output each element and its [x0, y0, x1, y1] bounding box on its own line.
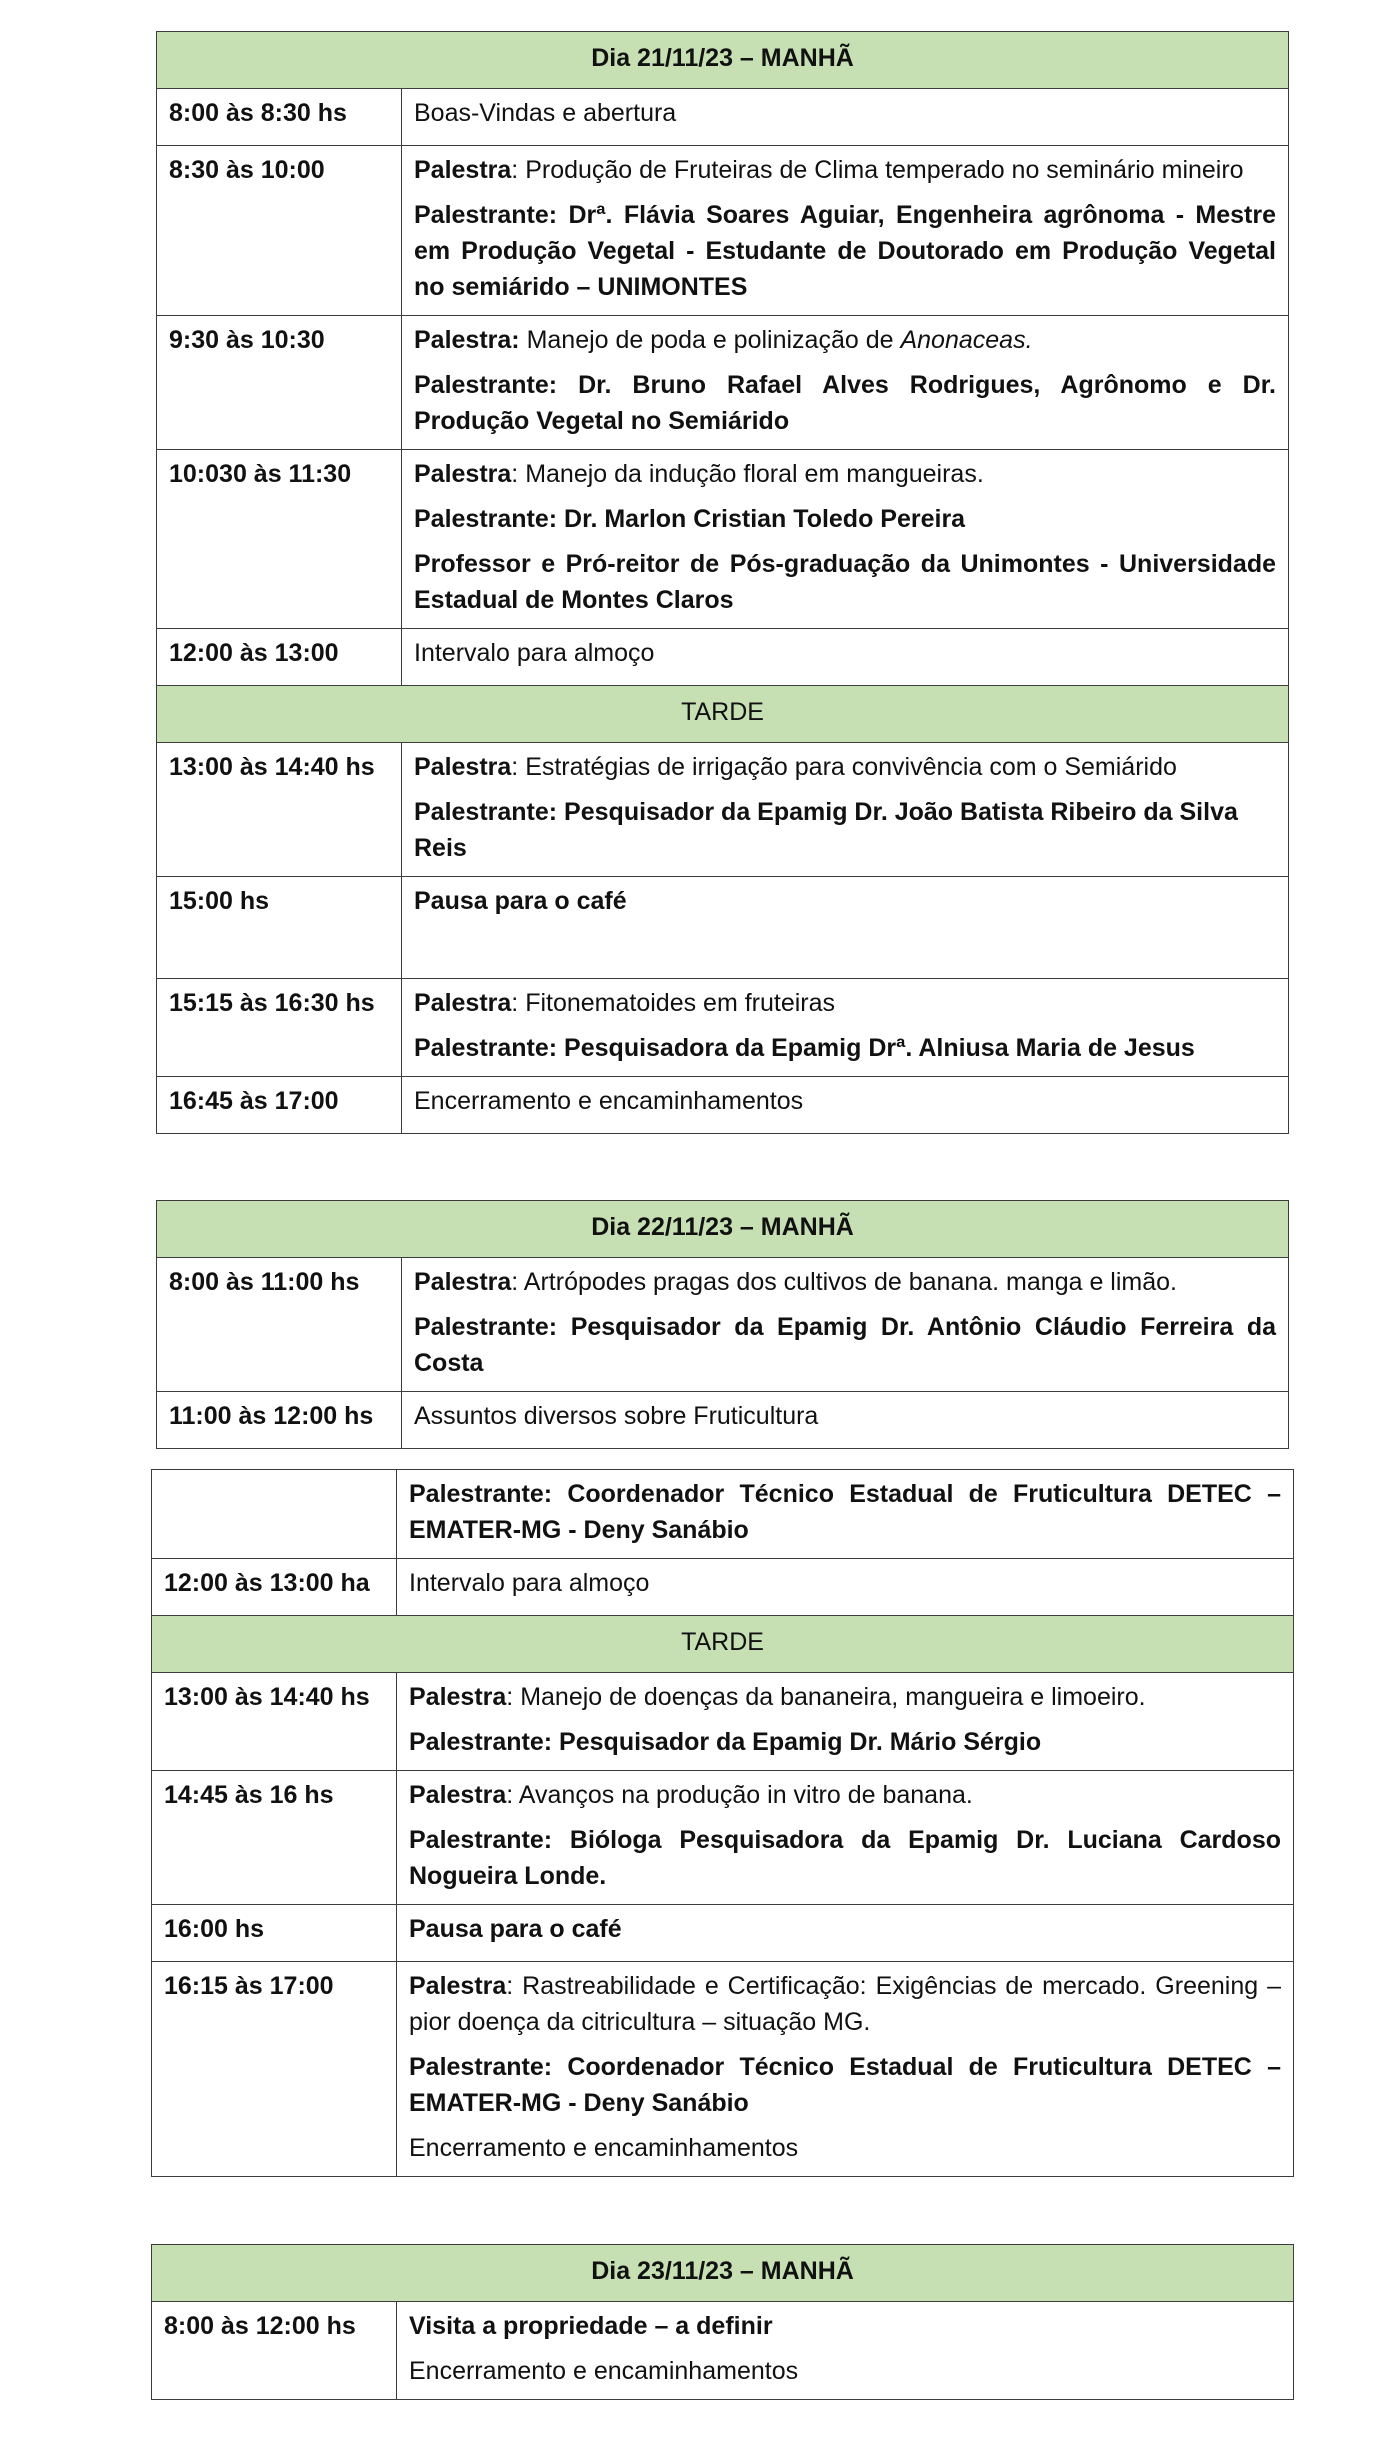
speaker-line: Palestrante: Dr. Marlon Cristian Toledo Pereira [414, 505, 966, 533]
speaker-line: Palestrante: Coordenador Técnico Estadual de Fruticultura DETEC – EMATER-MG - Deny Sanábio [409, 2053, 1281, 2117]
schedule-row [152, 1905, 1294, 1962]
activity-cell [402, 877, 1289, 979]
time-cell: 11:00 às 12:00 hs [157, 1392, 402, 1449]
talk-label: Palestra [414, 989, 512, 1017]
talk-line [414, 456, 1276, 492]
time-cell: 14:45 às 16 hs [152, 1771, 397, 1905]
visit-text: Visita a propriedade – a definir [409, 2312, 773, 2340]
talk-line [414, 985, 1276, 1021]
talk-label: Palestra [414, 460, 512, 488]
speaker-line: Palestrante: Pesquisadora da Epamig Drª. Alniusa Maria de Jesus [414, 1034, 1195, 1062]
time-cell: 12:00 às 13:00 [157, 629, 402, 686]
speaker-affiliation: Professor e Pró-reitor de Pós-graduação da Unimontes - Universidade Estadual de Montes Claros [414, 550, 1276, 614]
activity-cell [397, 1905, 1294, 1962]
talk-label: Palestra [409, 1781, 507, 1809]
talk-label: Palestra [414, 156, 512, 184]
talk-title: : Rastreabilidade e Certificação: Exigências de mercado. Greening – pior doença da citricultura – situação MG. [409, 1972, 1281, 2036]
afternoon-title: TARDE [157, 686, 1289, 743]
speaker-line: Palestrante: Pesquisador da Epamig Dr. João Batista Ribeiro da Silva Reis [414, 798, 1238, 862]
schedule-row [157, 979, 1289, 1077]
time-cell: 15:00 hs [157, 877, 402, 979]
schedule-row [157, 146, 1289, 316]
schedule-row [152, 1470, 1294, 1559]
activity-cell [402, 146, 1289, 316]
activity-cell [402, 1258, 1289, 1392]
time-cell: 8:00 às 8:30 hs [157, 89, 402, 146]
schedule-day2-continued [151, 1469, 1294, 2177]
talk-line [409, 1679, 1281, 1715]
talk-label: Palestra [409, 1683, 507, 1711]
talk-title-italic: Anonaceas. [900, 326, 1033, 354]
schedule-row [157, 743, 1289, 877]
day-header [152, 2245, 1294, 2302]
talk-line [414, 322, 1276, 358]
talk-label: Palestra: [414, 326, 520, 354]
schedule-row [152, 1673, 1294, 1771]
activity-text: Intervalo para almoço [397, 1559, 1294, 1616]
talk-label: Palestra [414, 1268, 512, 1296]
speaker-line: Palestrante: Pesquisador da Epamig Dr. Mário Sérgio [409, 1728, 1042, 1756]
time-cell [152, 1470, 397, 1559]
talk-title: : Artrópodes pragas dos cultivos de banana. manga e limão. [511, 1268, 1177, 1296]
talk-line [409, 1968, 1281, 2040]
time-cell: 9:30 às 10:30 [157, 316, 402, 450]
talk-line [414, 749, 1276, 785]
speaker-line: Palestrante: Drª. Flávia Soares Aguiar, Engenheira agrônoma - Mestre em Produção Vegetal - Estudante de Doutorado em Produção Vegetal no semiárido – UNIMONTES [414, 201, 1276, 301]
talk-line [409, 1777, 1281, 1813]
time-cell: 15:15 às 16:30 hs [157, 979, 402, 1077]
talk-title: : Produção de Fruteiras de Clima temperado no seminário mineiro [511, 156, 1244, 184]
closing-line: Encerramento e encaminhamentos [409, 2134, 799, 2162]
schedule-day3 [151, 2244, 1294, 2400]
closing-line: Encerramento e encaminhamentos [409, 2357, 799, 2385]
schedule-row [157, 316, 1289, 450]
talk-title: : Manejo da indução floral em mangueiras. [511, 460, 984, 488]
day-header [157, 1201, 1289, 1258]
schedule-row [157, 1392, 1289, 1449]
time-cell: 8:00 às 11:00 hs [157, 1258, 402, 1392]
activity-cell [397, 2302, 1294, 2400]
schedule-row [152, 1559, 1294, 1616]
time-cell: 16:45 às 17:00 [157, 1077, 402, 1134]
talk-line [414, 1264, 1276, 1300]
time-cell: 8:30 às 10:00 [157, 146, 402, 316]
schedule-day2-morning [156, 1200, 1289, 1449]
talk-label: Palestra [414, 753, 512, 781]
schedule-row [157, 1077, 1289, 1134]
schedule-row [157, 450, 1289, 629]
speaker-line: Palestrante: Dr. Bruno Rafael Alves Rodrigues, Agrônomo e Dr. Produção Vegetal no Semiárido [414, 371, 1276, 435]
schedule-row [157, 89, 1289, 146]
talk-title: : Fitonematoides em fruteiras [511, 989, 836, 1017]
speaker-line: Palestrante: Coordenador Técnico Estadual de Fruticultura DETEC – EMATER-MG - Deny Sanábio [409, 1480, 1281, 1544]
speaker-line: Palestrante: Pesquisador da Epamig Dr. Antônio Cláudio Ferreira da Costa [414, 1313, 1276, 1377]
activity-text: Assuntos diversos sobre Fruticultura [402, 1392, 1289, 1449]
speaker-line: Palestrante: Bióloga Pesquisadora da Epamig Dr. Luciana Cardoso Nogueira Londe. [409, 1826, 1281, 1890]
afternoon-header [152, 1616, 1294, 1673]
time-cell: 13:00 às 14:40 hs [152, 1673, 397, 1771]
talk-line [414, 152, 1276, 188]
talk-title: : Estratégias de irrigação para convivência com o Semiárido [511, 753, 1177, 781]
time-cell: 8:00 às 12:00 hs [152, 2302, 397, 2400]
activity-cell [397, 1962, 1294, 2177]
talk-title: : Manejo de doenças da bananeira, mangueira e limoeiro. [506, 1683, 1146, 1711]
day-title: Dia 22/11/23 – MANHÃ [157, 1201, 1289, 1258]
break-text: Pausa para o café [409, 1915, 622, 1943]
afternoon-header [157, 686, 1289, 743]
talk-title: : Avanços na produção in vitro de banana. [506, 1781, 973, 1809]
activity-cell [402, 316, 1289, 450]
time-cell: 12:00 às 13:00 ha [152, 1559, 397, 1616]
activity-text: Encerramento e encaminhamentos [402, 1077, 1289, 1134]
day-title: Dia 23/11/23 – MANHÃ [152, 2245, 1294, 2302]
activity-text: Boas-Vindas e abertura [402, 89, 1289, 146]
activity-cell [402, 979, 1289, 1077]
talk-title: Manejo de poda e polinização de [519, 326, 901, 354]
schedule-row [152, 1771, 1294, 1905]
activity-cell [402, 743, 1289, 877]
break-text: Pausa para o café [414, 887, 627, 915]
day-title: Dia 21/11/23 – MANHÃ [157, 32, 1289, 89]
time-cell: 13:00 às 14:40 hs [157, 743, 402, 877]
time-cell: 16:15 às 17:00 [152, 1962, 397, 2177]
activity-cell [397, 1771, 1294, 1905]
activity-cell [402, 450, 1289, 629]
activity-cell [397, 1673, 1294, 1771]
schedule-row [157, 629, 1289, 686]
schedule-row [152, 2302, 1294, 2400]
schedule-row [157, 1258, 1289, 1392]
day-header [157, 32, 1289, 89]
time-cell: 10:030 às 11:30 [157, 450, 402, 629]
afternoon-title: TARDE [152, 1616, 1294, 1673]
schedule-row [152, 1962, 1294, 2177]
schedule-day1 [156, 31, 1289, 1134]
activity-text: Intervalo para almoço [402, 629, 1289, 686]
schedule-row [157, 877, 1289, 979]
talk-label: Palestra [409, 1972, 507, 2000]
activity-cell [397, 1470, 1294, 1559]
time-cell: 16:00 hs [152, 1905, 397, 1962]
